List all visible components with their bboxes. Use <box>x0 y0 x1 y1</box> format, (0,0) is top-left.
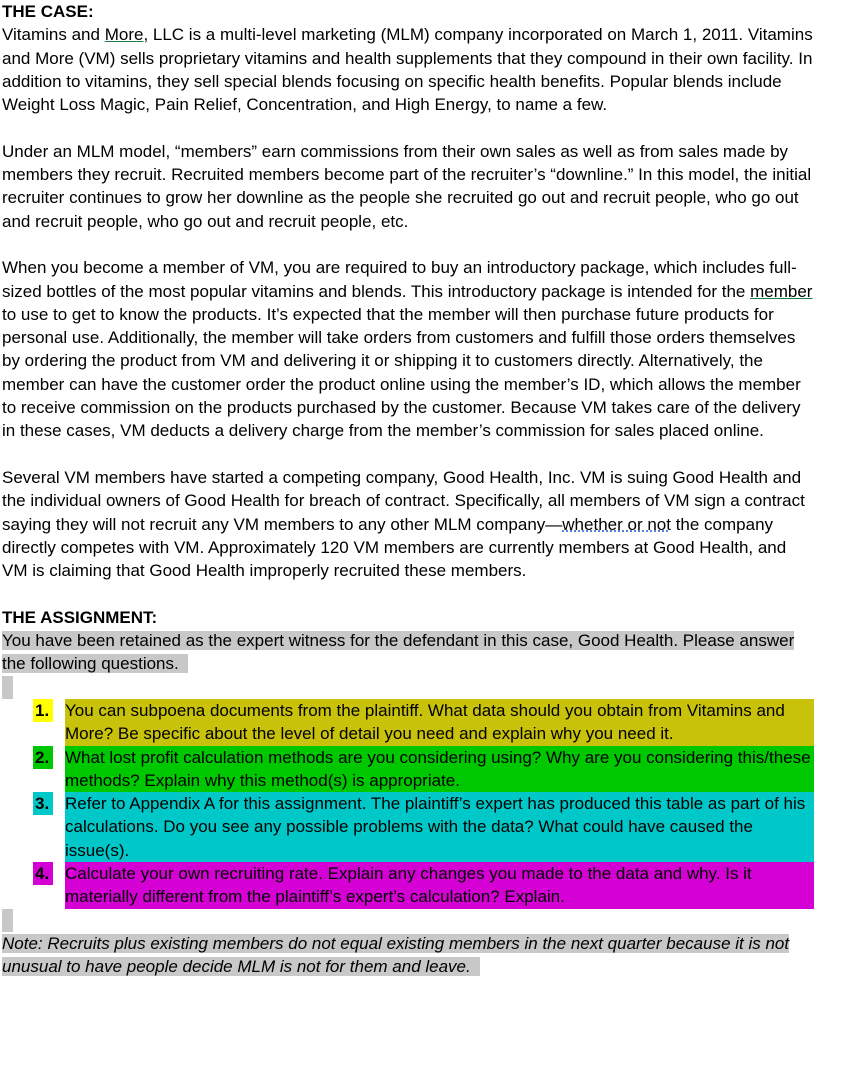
question-text: Refer to Appendix A for this assignment. The plaintiff’s expert has produced this table as part of his calculations. Do you see any possible problems with the data? What could have caused the issue(s). <box>65 792 814 862</box>
empty-highlighted-line <box>2 676 814 699</box>
assignment-intro-text: You have been retained as the expert witness for the defendant in this case, Good Health. Please answer the following questions. <box>2 631 795 674</box>
questions-list <box>2 699 814 909</box>
p3-text-start: When you become a member of VM, you are required to buy an introductory package, which includes full-sized bottles of the most popular vitamins and blends. This introductory package is intended for the <box>2 258 797 301</box>
p1-text-start: Vitamins and <box>2 25 105 45</box>
question-number: 2. <box>33 746 53 769</box>
p4-text-start: Several VM members have started a competing company, Good Health, Inc. VM is suing Good Health and the individual owners of Good Health for breach of contract. Specifically, all members of VM sign a contract saying they will not recruit any VM members to any other MLM company— <box>2 467 805 534</box>
question-number: 4. <box>33 862 53 885</box>
assignment-heading: THE ASSIGNMENT: <box>2 607 158 627</box>
p1-text-end: , LLC is a multi-level marketing (MLM) company incorporated on March 1, 2011. Vitamins and More (VM) sells proprietary vitamins and health supplements that they compound in their own facility. In addition to vitamins, they sell special blends focusing on specific health benefits. Popular blends include Weight Loss Magic, Pain Relief, Concentration, and High Energy, to name a few. <box>2 25 813 115</box>
more-underlined-word: More <box>104 25 144 45</box>
member-underlined-word: member <box>750 281 813 301</box>
case-heading: THE CASE: <box>2 2 94 21</box>
case-paragraph-3 <box>2 256 814 442</box>
empty-line-highlight-mark <box>2 676 13 699</box>
question-text: What lost profit calculation methods are you considering using? Why are you considering this/these methods? Explain why this method(s) is appropriate. <box>65 746 814 793</box>
note-trailing-highlight <box>471 957 480 976</box>
p4-text-end: the company directly competes with VM. Approximately 120 VM members are currently members at Good Health, and VM is claiming that Good Health improperly recruited these members. <box>2 514 787 581</box>
question-item-3 <box>2 792 814 862</box>
p3-text-end: to use to get to know the products. It’s expected that the member will then purchase future products for personal use. Additionally, the member will take orders from customers and fulfill those orders themselves by ordering the product from VM and delivering it or shipping it to customers directly. Alternatively, the member can have the customer order the product online using the member’s ID, which allows the member to receive commission on the products purchased by the customer. Because VM takes care of the delivery in these cases, VM deducts a delivery charge from the member’s commission for sales placed online. <box>2 304 801 441</box>
case-paragraph-2: Under an MLM model, “members” earn commissions from their own sales as well as from sales made by members they recruit. Recruited members become part of the recruiter’s “downline.” In this model, the initial recruiter continues to grow her downline as the people she recruited go out and recruit people, who go out and recruit people, who go out and recruit people, etc. <box>2 141 812 231</box>
assignment-intro-trailing-highlight <box>179 654 188 673</box>
note-text: Note: Recruits plus existing members do not equal existing members in the next quarter because it is not unusual to have people decide MLM is not for them and leave. <box>2 933 790 977</box>
question-number: 1. <box>33 699 53 722</box>
question-text: You can subpoena documents from the plaintiff. What data should you obtain from Vitamins and More? Be specific about the level of detail you need and explain why you need it. <box>65 699 814 746</box>
case-paragraph-4 <box>2 466 814 582</box>
document-page <box>2 0 814 978</box>
note-paragraph <box>2 932 814 979</box>
question-item-1 <box>2 699 814 746</box>
question-text: Calculate your own recruiting rate. Explain any changes you made to the data and why. Is it materially different from the plaintiff’s expert’s calculation? Explain. <box>65 862 814 909</box>
question-number: 3. <box>33 792 53 815</box>
empty-highlighted-line-2 <box>2 909 814 932</box>
question-item-2 <box>2 746 814 793</box>
case-paragraph-1 <box>2 23 814 116</box>
whether-or-not-underlined: whether or not <box>562 514 671 534</box>
empty-line-highlight-mark <box>2 909 13 932</box>
question-item-4 <box>2 862 814 909</box>
assignment-intro <box>2 629 814 676</box>
